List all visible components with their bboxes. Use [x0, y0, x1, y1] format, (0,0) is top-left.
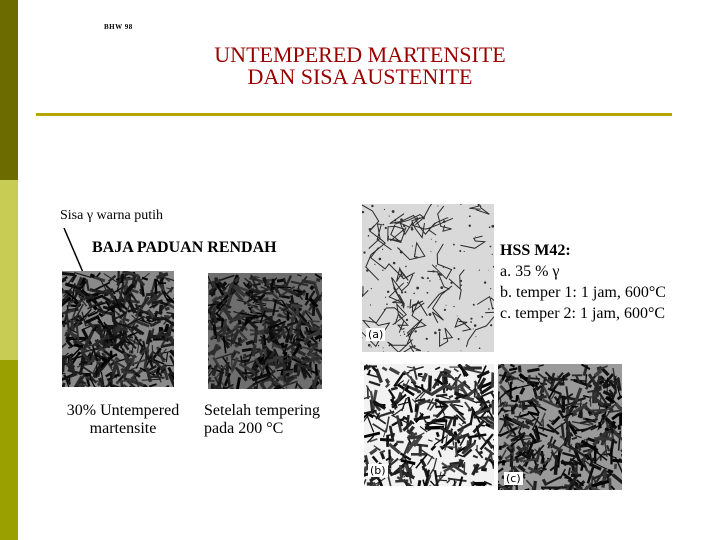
caption-tempered-line-1: Setelah tempering [204, 402, 320, 419]
micrograph-tempered-200 [208, 273, 322, 389]
caption-tempered [204, 402, 340, 438]
side-bar-middle [0, 180, 18, 360]
hss-heading: HSS M42: [500, 242, 571, 259]
hss-m42-block [500, 240, 666, 324]
side-bar-bottom [0, 360, 18, 540]
micrograph-untempered [62, 271, 174, 387]
label-c: (c) [506, 472, 521, 485]
title-line-1: UNTEMPERED MARTENSITE [214, 42, 506, 67]
title-rule [36, 113, 672, 116]
caption-untempered-line-2: martensite [89, 420, 157, 437]
hss-item-a: a. 35 % γ [500, 263, 560, 280]
title-line-2: DAN SISA AUSTENITE [247, 64, 473, 89]
slide-title [150, 44, 570, 88]
side-bar-top [0, 0, 18, 180]
caption-untempered-line-1: 30% Untempered [66, 402, 180, 419]
hss-item-c: c. temper 2: 1 jam, 600°C [500, 305, 666, 322]
label-a: (a) [368, 328, 384, 341]
hss-item-b: b. temper 1: 1 jam, 600°C [500, 284, 666, 301]
austenite-note: Sisa γ warna putih [60, 208, 164, 223]
label-b: (b) [370, 464, 386, 477]
low-alloy-steel-title: BAJA PADUAN RENDAH [92, 239, 277, 256]
slide-code: BHW 98 [104, 23, 133, 31]
caption-tempered-line-2: pada 200 °C [204, 420, 284, 437]
caption-untempered [56, 402, 190, 438]
